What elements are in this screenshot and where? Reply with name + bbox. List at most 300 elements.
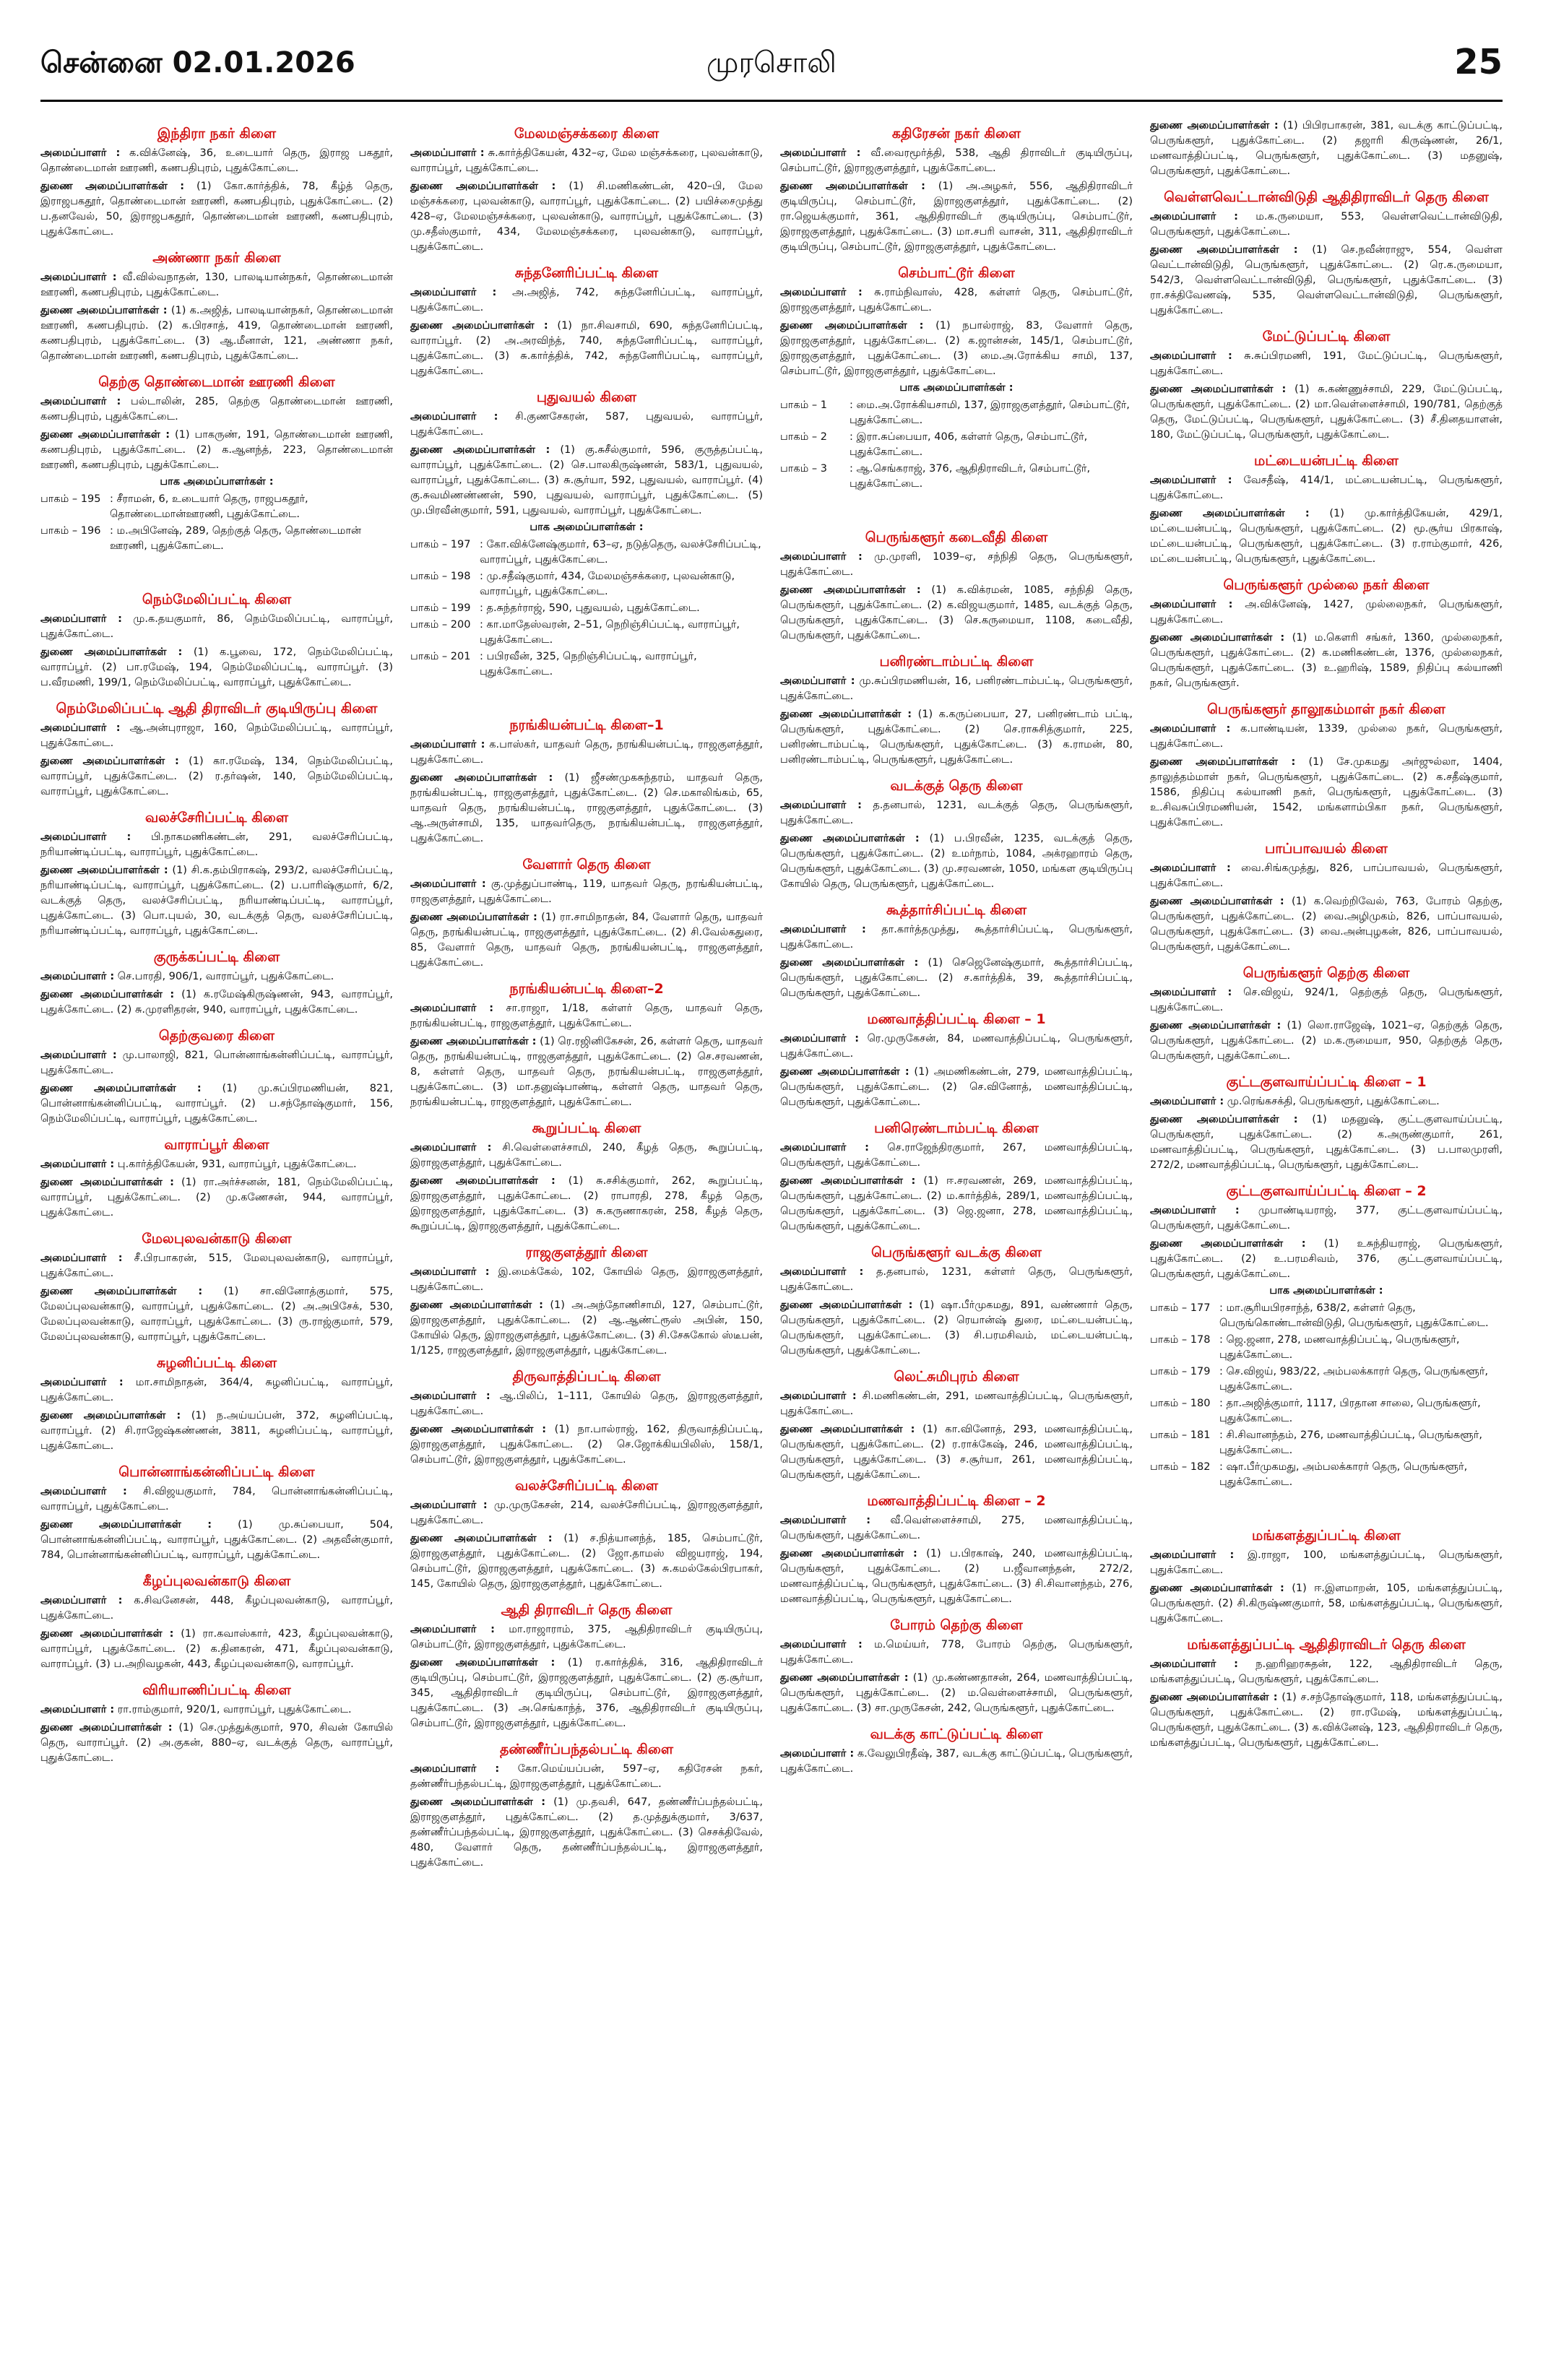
role-label: துணை அமைப்பாளர்கள் :	[410, 912, 537, 923]
member-details: (1) ம.கௌரி சங்கர், 1360, முல்லைநகர், பெருங்களூர், புதுக்கோட்டை. (2) க.மணிகண்டன், 1376, முல்லைநகர், பெருங்களூர், புதுக்கோட்டை. (3) உ.ஹரிஷ், 1589, நிதிப்பு கல்யாணி நகர், பெருங்களூர்.	[1150, 632, 1503, 689]
role-label: துணை அமைப்பாளர்கள் :	[780, 833, 920, 844]
spacer	[410, 681, 763, 707]
member-details: (1) கோ.கார்த்திக், 78, கீழ்த் தெரு, இராஜபகதூர், தொண்டைமான் ஊரணி, கணபதிபுரம், புதுக்கோட்டை. (2) ப.தனவேல், 50, இராஜபகதூர், தொண்டைமான் ஊரணி, கணபதிபுரம், புதுக்கோட்டை.	[40, 181, 393, 238]
part-number: பாகம் – 196	[40, 525, 101, 537]
role-label: அமைப்பாளர் :	[1150, 1205, 1240, 1216]
member-paragraph	[1150, 382, 1503, 443]
member-details: ம.க.ருமையா, 553, வெள்ளவெட்டான்விடுதி, பெருங்களூர், புதுக்கோட்டை.	[1150, 211, 1503, 238]
branch-heading: நெம்மேலிப்பட்டி கிளை	[142, 592, 292, 607]
role-label: அமைப்பாளர் :	[40, 722, 121, 734]
part-number: பாகம் – 201	[410, 651, 471, 662]
branch-heading: பெருங்களூர் முல்லை நகர் கிளை	[1223, 577, 1430, 593]
role-label: துணை அமைப்பாளர்கள் :	[410, 320, 548, 332]
role-label: அமைப்பாளர் :	[40, 1377, 124, 1388]
member-details: (1) மு.கண்ணதாசன், 264, மணவாத்திப்பட்டி, பெருங்களூர், புதுக்கோட்டை. (2) ம.வெள்ளைச்சாமி, பெருங்களூர், புதுக்கோட்டை. (3) சா.முருகேசன், 242, பெருங்களூர், புதுக்கோட்டை.	[780, 1672, 1133, 1714]
member-details: (1) க.அஜித், பாலடியான்நகர், தொண்டைமான் ஊரணி, கணபதிபுரம். (2) க.பிரசாத், 419, தொண்டைமான் ஊரணி, கணபதிபுரம், புதுக்கோட்டை. (3) ஆ.மீனாள், 121, அண்ணா நகர், தொண்டைமான் ஊரணி, கணபதிபுரம், புதுக்கோட்டை.	[40, 305, 393, 362]
part-organiser: : தா.அஜித்குமார், 1117, பிரதான சாலை, பெருங்களூர், புதுக்கோட்டை.	[1219, 1398, 1481, 1424]
role-label: துணை அமைப்பாளர்கள் :	[410, 1796, 546, 1808]
member-details: (1) செஜெனேஷ்குமார், கூத்தார்சிப்பட்டி, பெருங்களூர், புதுக்கோட்டை. (2) ச.கார்த்திக், 39, கூத்தார்சிப்பட்டி, பெருங்களூர், புதுக்கோட்டை.	[780, 957, 1133, 999]
member-details: (1) மு.தவசி, 647, தண்ணீர்ப்பந்தல்பட்டி, இராஜகுளத்தூர், புதுக்கோட்டை. (2) த.முத்துக்குமார், 3/637, தண்ணீர்ப்பந்தல்பட்டி, இராஜகுளத்தூர், புதுக்கோட்டை. (3) செசக்திவேல், 480, வேளார் தெரு, தண்ணீர்ப்பந்தல்பட்டி, இராஜகுளத்தூர், புதுக்கோட்டை.	[410, 1796, 763, 1869]
role-label: துணை அமைப்பாளர்கள் :	[40, 1177, 174, 1188]
member-details: த.தனபால், 1231, கள்ளர் தெரு, பெருங்களூர், புதுக்கோட்டை.	[780, 1266, 1133, 1293]
member-details: (1) ச.நித்யானந்த், 185, செம்பாட்டூர், இராஜகுளத்தூர், புதுக்கோட்டை. (2) ஜோ.தாமஸ் விஜயராஜ், 194, செம்பாட்டூர், இராஜகுளத்தூர், புதுக்கோட்டை. (3) சு.கமல்கேல்பிரபாகர், 145, கோயில் தெரு, இராஜகுளத்தூர், புதுக்கோட்டை.	[410, 1533, 763, 1590]
member-details: (1) செ.முத்துக்குமார், 970, சிவன் கோயில் தெரு, வாராப்பூர். (2) அ.குகன், 880–ஏ, வடக்குத் தெரு, வாராப்பூர், புதுக்கோட்டை.	[40, 1722, 393, 1764]
role-label: அமைப்பாளர் :	[780, 147, 861, 159]
member-details: அ.விக்னேஷ், 1427, முல்லைநகர், பெருங்களூர், புதுக்கோட்டை.	[1150, 599, 1503, 626]
member-details: மு.முரளி, 1039–ஏ, சந்நிதி தெரு, பெருங்களூர், புதுக்கோட்டை.	[780, 551, 1133, 578]
member-paragraph	[1150, 1690, 1503, 1751]
member-details: (1) க.கருப்பையா, 27, பனிரண்டாம் பட்டி, பெருங்களூர், புதுக்கோட்டை. (2) செ.ராசுசித்குமார், 225, பனிரண்டாம்பட்டி, பெருங்களூர், புதுக்கோட்டை. (3) க.ராமன், 80, பனிரண்டாம்பட்டி, பெருங்களூர், புதுக்கோட்டை.	[780, 709, 1133, 766]
member-paragraph	[780, 1747, 1133, 1777]
member-paragraph	[780, 1174, 1133, 1234]
branch-heading: பெருங்களூர் வடக்கு கிளை	[871, 1245, 1042, 1260]
part-row	[1150, 1364, 1503, 1395]
member-paragraph	[780, 583, 1133, 644]
member-paragraph	[1150, 985, 1503, 1016]
role-label: அமைப்பாளர் :	[40, 1704, 115, 1715]
member-paragraph	[780, 1065, 1133, 1110]
member-details: (1) ரெ.ரஜினிகேசன், 26, கள்ளர் தெரு, யாதவர் தெரு, நரங்கியன்பட்டி, ராஜகுளத்தூர், புதுக்கோட்டை. (2) செ.சரவணன், 8, கள்ளர் தெரு, யாதவர் தெரு, நரங்கியன்பட்டி, ராஜகுளத்தூர், புதுக்கோட்டை. (3) மா.தனுஷ்பாண்டி, கள்ளர் தெரு, யாதவர் தெரு, நரங்கியன்பட்டி, ராஜகுளத்தூர், புதுக்கோட்டை.	[410, 1036, 763, 1108]
member-paragraph	[780, 285, 1133, 316]
member-paragraph	[780, 550, 1133, 580]
member-details: (1) லொ.ராஜேஷ், 1021–ஏ, தெற்குத் தெரு, பெருங்களூர், புதுக்கோட்டை. (2) ம.க.ருமையா, 950, தெற்குத் தெரு, பெருங்களூர், புதுக்கோட்டை.	[1150, 1020, 1503, 1062]
column-1	[40, 116, 393, 2355]
member-paragraph	[40, 1284, 393, 1345]
role-label: அமைப்பாளர் :	[410, 287, 497, 298]
role-label: துணை அமைப்பாளர்கள் :	[40, 1410, 181, 1421]
branch-heading: மேட்டுப்பட்டி கிளை	[1262, 329, 1391, 345]
role-label: அமைப்பாளர் :	[780, 1266, 864, 1278]
member-details: (1) மு.கார்த்திகேயன், 429/1, மட்டையன்பட்டி, பெருங்களூர், புதுக்கோட்டை. (2) மூ.சூர்ய பிரகாஷ், மட்டையன்பட்டி, பெருங்களூர், புதுக்கோட்டை. (3) ர.ராம்குமார், 426, மட்டையன்பட்டி, பெருங்களூர், புதுக்கோட்டை.	[1150, 508, 1503, 565]
branch-heading: பெருங்களூர் தெற்கு கிளை	[1242, 965, 1410, 981]
member-paragraph	[780, 146, 1133, 176]
role-label: துணை அமைப்பாளர்கள் :	[410, 1036, 537, 1047]
member-paragraph	[780, 1637, 1133, 1668]
member-details: (1) ஜீசண்முகசுந்தரம், யாதவர் தெரு, நரங்கியன்பட்டி, ராஜகுளத்தூர், புதுக்கோட்டை. (2) செ.மகாலிங்கம், 65, யாதவர் தெரு, நரங்கியன்பட்டி, ராஜகுளத்தூர், புதுக்கோட்டை. (3) ஆ.அருள்சாமி, 135, யாதவர்தெரு, நரங்கியன்பட்டி, ராஜகுளத்தூர், புதுக்கோட்டை.	[410, 772, 763, 844]
branch-heading: வலச்சேரிப்பட்டி கிளை	[515, 1478, 658, 1494]
member-details: சீ.பிரபாகரன், 515, மேலபுலவன்காடு, வாராப்பூர், புதுக்கோட்டை.	[40, 1252, 393, 1279]
part-number: பாகம் – 3	[780, 463, 828, 475]
member-details: ரா.ராம்குமார், 920/1, வாராப்பூர், புதுக்கோட்டை.	[117, 1704, 352, 1715]
part-organiser: : மை.அ.ரோக்கியசாமி, 137, இராஜகுளத்தூர், செம்பாட்டூர், புதுக்கோட்டை.	[850, 399, 1130, 426]
member-paragraph	[410, 1174, 763, 1234]
member-paragraph	[780, 1671, 1133, 1716]
role-label: அமைப்பாளர் :	[40, 1159, 115, 1170]
member-details: ந.ஹரிஹரசுதன், 122, ஆதிதிராவிடர் தெரு, மங்களத்துப்பட்டி, பெருங்களூர், புதுக்கோட்டை.	[1150, 1658, 1503, 1685]
part-number: பாகம் – 179	[1150, 1366, 1211, 1377]
branch-heading: திருவாத்திப்பட்டி கிளை	[512, 1369, 661, 1385]
branch-heading: மேலமஞ்சக்கரை கிளை	[514, 126, 660, 142]
member-paragraph	[780, 674, 1133, 704]
part-organiser: : ஆ.செங்கராஜ், 376, ஆதிதிராவிடர், செம்பாட்டூர், புதுக்கோட்டை.	[850, 463, 1091, 490]
member-details: (1) ந.அய்யப்பன், 372, சுழனிப்பட்டி, வாராப்பூர். (2) சி.ராஜேஷ்கண்ணன், 3811, சுழனிப்பட்டி, வாராப்பூர், புதுக்கோட்டை.	[40, 1410, 393, 1452]
member-paragraph	[1150, 243, 1503, 319]
role-label: அமைப்பாளர் :	[780, 675, 855, 687]
role-label: அமைப்பாளர் :	[40, 1050, 117, 1061]
role-label: அமைப்பாளர் :	[40, 831, 131, 843]
role-label: அமைப்பாளர் :	[410, 1142, 492, 1154]
branch-heading: விரியாணிப்பட்டி கிளை	[142, 1682, 291, 1698]
role-label: துணை அமைப்பாளர்கள் :	[40, 305, 168, 316]
role-label: அமைப்பாளர் :	[410, 1624, 495, 1635]
member-details: சி.வெள்ளைச்சாமி, 240, கீழத் தெரு, கூறுப்பட்டி, இராஜகுளத்தூர், புதுக்கோட்டை.	[410, 1142, 763, 1169]
part-number: பாகம் – 180	[1150, 1398, 1211, 1409]
branch-heading: கூத்தார்சிப்பட்டி கிளை	[886, 902, 1027, 918]
role-label: அமைப்பாளர் :	[780, 1390, 857, 1402]
member-paragraph	[410, 1795, 763, 1871]
member-paragraph	[40, 1627, 393, 1672]
member-paragraph	[40, 1157, 393, 1172]
member-details: சி.விஜயகுமார், 784, பொன்னாங்கன்னிப்பட்டி, வாராப்பூர், புதுக்கோட்டை.	[40, 1486, 393, 1513]
member-details: சா.ராஜா, 1/18, கள்ளர் தெரு, யாதவர் தெரு, நரங்கியன்பட்டி, ராஜகுளத்தூர், புதுக்கோட்டை.	[410, 1003, 763, 1029]
member-details: மா.ராஜாராம், 375, ஆதிதிராவிடர் குடியிருப்பு, செம்பாட்டூர், இராஜகுளத்தூர், புதுக்கோட்டை.	[410, 1624, 763, 1650]
member-paragraph	[1150, 861, 1503, 891]
part-row	[410, 618, 763, 648]
branch-heading: பனிரண்டாம்பட்டி கிளை	[879, 654, 1034, 670]
member-details: சு.ராம்நிவாஸ், 428, கள்ளர் தெரு, செம்பாட்டூர், இராஜகுளத்தூர், புதுக்கோட்டை.	[780, 287, 1133, 313]
role-label: அமைப்பாளர் :	[40, 971, 115, 982]
part-number: பாகம் – 197	[410, 539, 471, 550]
role-label: துணை அமைப்பாளர்கள் :	[780, 1548, 917, 1559]
member-details: ரெ.முருகேசன், 84, மணவாத்திப்பட்டி, பெருங்களூர், புதுக்கோட்டை.	[780, 1033, 1133, 1060]
role-label: அமைப்பாளர் :	[780, 287, 863, 298]
member-details: க.வேலுபிரதீஷ், 387, வடக்கு காட்டுப்பட்டி, பெருங்களூர், புதுக்கோட்டை.	[780, 1748, 1133, 1775]
branch-heading: வடக்கு காட்டுப்பட்டி கிளை	[870, 1726, 1043, 1742]
member-paragraph	[1150, 1657, 1503, 1687]
branch-heading: நெம்மேலிப்பட்டி ஆதி திராவிடர் குடியிருப்பு கிளை	[56, 701, 378, 717]
member-details: (1) கா.வினோத், 293, மணவாத்திப்பட்டி, பெருங்களூர், புதுக்கோட்டை. (2) ர.ராக்கேஷ், 246, மணவாத்திப்பட்டி, பெருங்களூர், புதுக்கோட்டை. (3) ச.சூர்யா, 261, மணவாத்திப்பட்டி, பெருங்களூர், புதுக்கோட்டை.	[780, 1424, 1133, 1481]
role-label: அமைப்பாளர் :	[1150, 862, 1231, 874]
member-paragraph	[1150, 1581, 1503, 1627]
role-label: துணை அமைப்பாளர்கள் :	[40, 1628, 174, 1640]
role-label: அமைப்பாளர் :	[40, 1595, 123, 1606]
role-label: துணை அமைப்பாளர்கள் :	[410, 444, 550, 456]
role-label: துணை அமைப்பாளர்கள் :	[1150, 1692, 1278, 1703]
member-details: செ.பாரதி, 906/1, வாராப்பூர், புதுக்கோட்டை.	[117, 971, 334, 982]
member-details: மு.முருகேசன், 214, வலச்சேரிப்பட்டி, இராஜகுளத்தூர், புதுக்கோட்டை.	[410, 1500, 763, 1526]
member-details: (1) ரா.அர்ச்சனன், 181, நெம்மேலிப்பட்டி, வாராப்பூர், புதுக்கோட்டை. (2) மு.கணேசன், 944, வாராப்பூர், புதுக்கோட்டை.	[40, 1177, 393, 1219]
member-paragraph	[40, 1721, 393, 1766]
role-label: அமைப்பாளர் :	[1150, 723, 1231, 735]
role-label: அமைப்பாளர் :	[1150, 211, 1238, 222]
member-paragraph	[780, 1546, 1133, 1607]
member-details: அ.அஜித், 742, சுந்தனேரிப்பட்டி, வாராப்பூர், புதுக்கோட்டை.	[410, 287, 763, 313]
member-details: (1) செ.நவீன்ராஜு, 554, வெள்ள வெட்டான்விடுதி, பெருங்களூர், புதுக்கோட்டை. (2) ரெ.க.ருமையா, 542/3, வெள்ளவெட்டான்விடுதி, பெருங்களூர், புதுக்கோட்டை. (3) ரா.சக்திவேணஷ், 535, வெள்ளவெட்டான்விடுதி, பெருங்களூர், புதுக்கோட்டை.	[1150, 244, 1503, 316]
member-details: சி.மணிகண்டன், 291, மணவாத்திப்பட்டி, பெருங்களூர், புதுக்கோட்டை.	[780, 1390, 1133, 1417]
role-label: அமைப்பாளர் :	[410, 411, 498, 423]
member-paragraph	[40, 1375, 393, 1406]
role-label: அமைப்பாளர் :	[780, 1639, 863, 1650]
member-paragraph	[1150, 1094, 1503, 1109]
role-label: துணை அமைப்பாளர்கள் :	[780, 1175, 916, 1187]
member-details: (1) ரா.கவாஸ்கார், 423, கீழப்புலவன்காடு, வாராப்பூர், புதுக்கோட்டை. (2) க.தினகரன், 471, கீழப்புலவன்காடு, வாராப்பூர். (3) ப.அறிவழகன், 443, கீழப்புலவன்காடு, வாராப்பூர்.	[40, 1628, 393, 1670]
member-details: மு.ரெங்கசக்தி, பெருங்களூர், புதுக்கோட்டை.	[1227, 1096, 1440, 1107]
member-paragraph	[410, 1656, 763, 1731]
page-number: 25	[1454, 42, 1503, 82]
role-label: அமைப்பாளர் :	[40, 1486, 127, 1497]
member-details: (1) ஈ.இளமாறன், 105, மங்களத்துப்பட்டி, பெருங்களூர். (2) சி.கிருஷ்ணகுமார், 58, மங்களத்துப்பட்டி, பெருங்களூர், புதுக்கோட்டை.	[1150, 1583, 1503, 1624]
role-label: துணை அமைப்பாளர்கள் :	[1150, 508, 1310, 519]
member-paragraph	[410, 1531, 763, 1592]
member-paragraph	[410, 285, 763, 316]
member-paragraph	[780, 1389, 1133, 1419]
member-paragraph	[40, 987, 393, 1018]
member-details: மு.பாலாஜி, 821, பொன்னாங்கன்னிப்பட்டி, வாராப்பூர், புதுக்கோட்டை.	[40, 1050, 393, 1076]
part-row	[410, 537, 763, 568]
member-details: க.விக்னேஷ், 36, உடையார் தெரு, இராஜ பகதூர், தொண்டைமான் ஊரணி, கணபதிபுரம், புதுக்கோட்டை.	[40, 147, 393, 174]
role-label: அமைப்பாளர் :	[40, 147, 121, 159]
member-paragraph	[410, 443, 763, 519]
branch-heading: நரங்கியன்பட்டி கிளை–1	[509, 717, 664, 733]
member-details: வீ.வில்வநாதன், 130, பாலடியான்நகர், தொண்டைமான் ஊரணி, கணபதிபுரம், புதுக்கோட்டை.	[40, 272, 393, 298]
member-paragraph	[1150, 473, 1503, 503]
member-details: சு.கார்த்திகேயன், 432–ஏ, மேல மஞ்சக்கரை, புலவன்காடு, வாராப்பூர், புதுக்கோட்டை.	[410, 147, 763, 174]
part-number: பாகம் – 178	[1150, 1334, 1211, 1346]
member-paragraph	[410, 737, 763, 768]
member-details: தா.கார்த்தமுத்து, கூத்தார்சிப்பட்டி, பெருங்களூர், புதுக்கோட்டை.	[780, 924, 1133, 951]
part-organisers-heading: பாக அமைப்பாளர்கள் :	[1269, 1285, 1383, 1297]
part-number: பாகம் – 182	[1150, 1461, 1211, 1473]
part-organiser: : மா.சூரியபிரசாந்த், 638/2, கள்ளர் தெரு, பெருங்கொண்டான்விடுதி, பெருங்களூர், புதுக்கோட்டை.	[1219, 1302, 1489, 1329]
member-details: பு.கார்த்திகேயன், 931, வாராப்பூர், புதுக்கோட்டை.	[117, 1159, 357, 1170]
member-details: (1) ப.பிரவீன், 1235, வடக்குத் தெரு, பெருங்களூர், புதுக்கோட்டை. (2) உமர்நாம், 1084, அக்ரஹாரம் தெரு, பெருங்களூர், புதுக்கோட்டை. (3) மு.சரவணன், 1050, மங்கள குடியிருப்பு கோயில் தெரு, பெருங்களூர், புதுக்கோட்டை.	[780, 833, 1133, 890]
part-organiser: : கோ.விக்னேஷ்குமார், 63–ஏ, நடுத்தெரு, வலச்சேரிப்பட்டி, வாராப்பூர், புதுக்கோட்டை.	[480, 539, 761, 566]
member-details: முபாண்டியராஜ், 377, குட்டகுளவாய்ப்பட்டி, பெருங்களூர், புதுக்கோட்டை.	[1150, 1205, 1503, 1232]
member-paragraph	[1150, 1548, 1503, 1578]
member-paragraph	[1150, 209, 1503, 240]
part-organiser: : கா.மாதேஸ்வரன், 2–51, நெறிஞ்சிப்பட்டி, வாராப்பூர், புதுக்கோட்டை.	[480, 619, 740, 646]
part-organisers-heading: பாக அமைப்பாளர்கள் :	[160, 476, 274, 488]
member-paragraph	[410, 1389, 763, 1419]
role-label: துணை அமைப்பாளர்கள் :	[1150, 632, 1285, 644]
member-details: (1) சா.வினோத்குமார், 575, மேலப்புலவன்காடு, வாராப்பூர், புதுக்கோட்டை. (2) அ.அபிசேக், 530, மேலப்புலவன்காடு, வாராப்பூர், புதுக்கோட்டை. (3) ரு.ராஜ்குமார், 579, மேலப்புலவன்காடு, வாராப்பூர், புதுக்கோட்டை.	[40, 1286, 393, 1343]
branch-heading: குருக்கப்பட்டி கிளை	[153, 949, 280, 965]
role-label: துணை அமைப்பாளர்கள் :	[40, 1286, 203, 1297]
member-details: (1) ஈ.சரவணன், 269, மணவாத்திப்பட்டி, பெருங்களூர், புதுக்கோட்டை. (2) ம.கார்த்திக், 289/1, மணவாத்திப்பட்டி, பெருங்களூர், புதுக்கோட்டை. (3) ஜெ.ஜனா, 278, மணவாத்திப்பட்டி, பெருங்களூர், புதுக்கோட்டை.	[780, 1175, 1133, 1232]
role-label: துணை அமைப்பாளர்கள் :	[1150, 1238, 1306, 1250]
part-organiser: : பபிரவீன், 325, நெறிஞ்சிப்பட்டி, வாராப்பூர், புதுக்கோட்டை.	[480, 651, 697, 678]
part-row	[1150, 1428, 1503, 1458]
member-details: (1) ர.கார்த்திக், 316, ஆதிதிராவிடர் குடியிருப்பு, செம்பாட்டூர், இராஜகுளத்தூர், புதுக்கோட்டை. (2) கு.சூர்யா, 345, ஆதிதிராவிடர் குடியிருப்பு, செம்பாட்டூர், இராஜகுளத்தூர், புதுக்கோட்டை. (3) அ.செங்காந்த், 376, ஆதிதிராவிடர் குடியிருப்பு, செம்பாட்டூர், இராஜகுளத்தூர், புதுக்கோட்டை.	[410, 1657, 763, 1729]
member-paragraph	[40, 1593, 393, 1624]
part-number: பாகம் – 177	[1150, 1302, 1211, 1314]
branch-heading: கீழப்புலவன்காடு கிளை	[142, 1573, 291, 1589]
role-label: துணை அமைப்பாளர்கள் :	[780, 709, 912, 720]
member-details: சி.குணசேகரன், 587, புதுவயல், வாராப்பூர், புதுக்கோட்டை.	[410, 411, 763, 438]
member-details: ம.மெய்யர், 778, போரம் தெற்கு, பெருங்களூர், புதுக்கோட்டை.	[780, 1639, 1133, 1666]
branch-heading: லெட்சுமிபுரம் கிளை	[894, 1369, 1019, 1385]
role-label: அமைப்பாளர் :	[1150, 1658, 1238, 1670]
part-row	[780, 430, 1133, 460]
member-details: இ.மைக்கேல், 102, கோயில் தெரு, இராஜகுளத்தூர், புதுக்கோட்டை.	[410, 1266, 763, 1293]
part-organiser: : ஷா.பீர்முகமது, அம்பலக்காரர் தெரு, பெருங்களூர், புதுக்கோட்டை.	[1219, 1461, 1468, 1488]
branch-heading: இந்திரா நகர் கிளை	[157, 126, 277, 142]
role-label: துணை அமைப்பாளர்கள் :	[1150, 756, 1296, 768]
member-details: (1) ச.சந்தோஷ்குமார், 118, மங்களத்துப்பட்டி, பெருங்களூர், புதுக்கோட்டை. (2) ரா.ரமேஷ், மங்களத்துப்பட்டி, பெருங்களூர், புதுக்கோட்டை. (3) க.விக்னேஷ், 123, ஆதிதிராவிடர் தெரு, மங்களத்துப்பட்டி, பெருங்களூர், புதுக்கோட்டை.	[1150, 1692, 1503, 1749]
member-paragraph	[780, 1265, 1133, 1295]
part-number: பாகம் – 198	[410, 571, 471, 582]
member-details: ஆ.பிலிப், 1–111, கோயில் தெரு, இராஜகுளத்தூர், புதுக்கோட்டை.	[410, 1390, 763, 1417]
member-paragraph	[410, 1034, 763, 1110]
member-details: (1) ரா.சாமிநாதன், 84, வேளார் தெரு, யாதவர் தெரு, நரங்கியன்பட்டி, ராஜகுளத்தூர், புதுக்கோட்டை. (2) சி.வேல்கதுரை, 85, வேளார் தெரு, யாதவர் தெரு, நரங்கியன்பட்டி, ராஜகுளத்தூர், புதுக்கோட்டை.	[410, 912, 763, 969]
part-organiser: : சி.சிவானந்தம், 276, மணவாத்திப்பட்டி, பெருங்களூர், புதுக்கோட்டை.	[1219, 1429, 1482, 1456]
member-details: (1) ப.பிரகாஷ், 240, மணவாத்திப்பட்டி, பெருங்களூர், புதுக்கோட்டை. (2) ப.ஜீவானந்தன், 272/2, மணவாத்திப்பட்டி, பெருங்களூர், புதுக்கோட்டை. (3) சி.சிவானந்தம், 276, மணவாத்திப்பட்டி, பெருங்களூர், புதுக்கோட்டை.	[780, 1548, 1133, 1605]
role-label: துணை அமைப்பாளர்கள் :	[1150, 1583, 1284, 1594]
column-4	[1150, 116, 1503, 2355]
branch-heading: சுழனிப்பட்டி கிளை	[156, 1355, 277, 1371]
member-paragraph	[780, 922, 1133, 953]
member-paragraph	[40, 721, 393, 751]
column-3	[780, 116, 1133, 2355]
member-paragraph	[410, 1001, 763, 1031]
spacer	[780, 493, 1133, 519]
branch-heading: அண்ணா நகர் கிளை	[152, 250, 281, 266]
member-paragraph	[40, 1175, 393, 1221]
role-label: துணை அமைப்பாளர்கள் :	[410, 1533, 553, 1544]
role-label: அமைப்பாளர் :	[410, 739, 485, 750]
branch-heading: சுந்தனேரிப்பட்டி கிளை	[514, 265, 659, 281]
branch-heading: மங்களத்துப்பட்டி கிளை	[1252, 1528, 1401, 1544]
column-2	[410, 116, 763, 2355]
part-row	[40, 492, 393, 522]
member-paragraph	[410, 1141, 763, 1171]
member-paragraph	[40, 1081, 393, 1127]
member-paragraph	[410, 1265, 763, 1295]
member-details: வீ.வெள்ளைச்சாமி, 275, மணவாத்திப்பட்டி, பெருங்களூர், புதுக்கோட்டை.	[780, 1515, 1133, 1541]
member-paragraph	[40, 303, 393, 364]
part-organiser: : ம.அபினேஷ், 289, தெற்குத் தெரு, தொண்டைமான் ஊரணி, புதுக்கோட்டை.	[110, 525, 361, 552]
spacer	[1150, 1492, 1503, 1518]
part-organiser: : செ.விஜய், 983/22, அம்பலக்காரர் தெரு, பெருங்களூர், புதுக்கோட்டை.	[1219, 1366, 1489, 1393]
part-row	[780, 398, 1133, 428]
member-details: கு.முத்துப்பாண்டி, 119, யாதவர் தெரு, நரங்கியன்பட்டி, ராஜகுளத்தூர், புதுக்கோட்டை.	[410, 878, 763, 905]
role-label: அமைப்பாளர் :	[40, 396, 121, 407]
branch-heading: மேலபுலவன்காடு கிளை	[142, 1231, 292, 1247]
role-label: அமைப்பாளர் :	[780, 551, 863, 563]
role-label: துணை அமைப்பாளர்கள் :	[1150, 1114, 1298, 1125]
branch-heading: நரங்கியன்பட்டி கிளை–2	[509, 981, 664, 997]
branch-heading: தெற்குவரை கிளை	[158, 1028, 275, 1044]
member-details: செ.ராஜேந்திரகுமார், 267, மணவாத்திப்பட்டி, பெருங்களூர், புதுக்கோட்டை.	[780, 1142, 1133, 1169]
member-details: த.தனபால், 1231, வடக்குத் தெரு, பெருங்களூர், புதுக்கோட்டை.	[780, 800, 1133, 826]
masthead	[40, 42, 1503, 102]
branch-heading: வேளார் தெரு கிளை	[522, 857, 651, 873]
member-paragraph	[780, 179, 1133, 255]
member-paragraph	[40, 754, 393, 800]
role-label: துணை அமைப்பாளர்கள் :	[40, 646, 183, 658]
branch-heading: வெள்ளவெட்டான்விடுதி ஆதிதிராவிடர் தெரு கிளை	[1164, 189, 1489, 205]
member-paragraph	[410, 146, 763, 176]
role-label: துணை அமைப்பாளர்கள் :	[40, 1722, 173, 1734]
role-label: அமைப்பாளர் :	[40, 1252, 123, 1264]
article-columns	[40, 116, 1503, 2355]
role-label: துணை அமைப்பாளர்கள் :	[1150, 384, 1287, 395]
role-label: துணை அமைப்பாளர்கள் :	[40, 1083, 202, 1094]
member-details: (1) சி.மணிகண்டன், 420–பி, மேல மஞ்சக்கரை, புலவன்காடு, வாராப்பூர், புதுக்கோட்டை. (2) பயிச்சைமுத்து 428–ஏ, மேலமஞ்சக்கரை, புலவன்காடு, வாராப்பூர், புதுக்கோட்டை. (3) மு.சதீஸ்குமார், 434, மேலமஞ்சக்கரை, புலவன்காடு, வாராப்பூர், புதுக்கோட்டை.	[410, 181, 763, 253]
member-details: (1) சு.சசிக்குமார், 262, கூறுப்பட்டி, இராஜகுளத்தூர், புதுக்கோட்டை. (2) ராபாரதி, 278, கீழத் தெரு, இராஜகுளத்தூர், புதுக்கோட்டை. (3) சு.கருணாகரன், 258, கீழத் தெரு, கூறுப்பட்டி, இராஜகுளத்தூர், புதுக்கோட்டை.	[410, 1175, 763, 1232]
part-organiser: : ஜெ.ஜனா, 278, மணவாத்திப்பட்டி, பெருங்களூர், புதுக்கோட்டை.	[1219, 1334, 1460, 1361]
role-label: துணை அமைப்பாளர்கள் :	[780, 584, 921, 596]
member-details: (1) அ.அந்தோணிசாமி, 127, செம்பாட்டூர், இராஜகுளத்தூர், புதுக்கோட்டை. (2) ஆ.ஆண்ட்ரூஸ் அபின், 150, கோயில் தெரு, இராஜகுளத்தூர், புதுக்கோட்டை. (3) சி.சேசுகோல் ஸ்டீபன், 1/125, ராஜகுளத்தூர், இராஜகுளத்தூர், புதுக்கோட்டை.	[410, 1299, 763, 1356]
role-label: அமைப்பாளர் :	[1150, 475, 1232, 486]
part-number: பாகம் – 195	[40, 493, 101, 505]
member-details: வீ.வைரமூர்த்தி, 538, ஆதி திராவிடர் குடியிருப்பு, செம்பாட்டூர், இராஜகுளத்தூர், புதுக்கோட்டை.	[780, 147, 1133, 174]
branch-heading: தண்ணீர்ப்பந்தல்பட்டி கிளை	[499, 1741, 674, 1757]
part-row	[780, 462, 1133, 492]
role-label: துணை அமைப்பாளர்கள் :	[410, 1657, 556, 1669]
member-paragraph	[40, 863, 393, 939]
role-label: துணை அமைப்பாளர்கள் :	[410, 772, 553, 784]
role-label: துணை அமைப்பாளர்கள் :	[780, 1299, 913, 1311]
member-paragraph	[410, 1762, 763, 1792]
role-label: துணை அமைப்பாளர்கள் :	[780, 957, 919, 969]
member-details: (1) மு.சுப்பையா, 504, பொன்னாங்கன்னிப்பட்டி, வாராப்பூர், புதுக்கோட்டை. (2) அதவீன்குமார், 784, பொன்னாங்கன்னிப்பட்டி, வாராப்பூர், புதுக்கோட்டை.	[40, 1519, 393, 1561]
member-paragraph	[40, 428, 393, 473]
role-label: அமைப்பாளர் :	[780, 800, 862, 811]
branch-heading: வலச்சேரிப்பட்டி கிளை	[145, 810, 288, 826]
member-details: இ.ராஜா, 100, மங்களத்துப்பட்டி, பெருங்களூர், புதுக்கோட்டை.	[1150, 1549, 1503, 1576]
member-details: (1) க.விக்ரமன், 1085, சந்நிதி தெரு, பெருங்களூர், புதுக்கோட்டை. (2) க.விஜயகுமார், 1485, வடக்குத் தெரு, பெருங்களூர், புதுக்கோட்டை. (3) செ.கருமையா, 1108, கடைவீதி, பெருங்களூர், புதுக்கோட்டை.	[780, 584, 1133, 641]
part-organisers-heading: பாக அமைப்பாளர்கள் :	[899, 382, 1013, 394]
member-paragraph	[410, 179, 763, 255]
part-organiser: : த.சுந்தர்ராஜ், 590, புதுவயல், புதுக்கோட்டை.	[480, 602, 700, 614]
member-paragraph	[780, 1031, 1133, 1062]
member-details: (1) அ.அழகர், 556, ஆதிதிராவிடர் குடியிருப்பு, செம்பாட்டூர், இராஜகுளத்தூர், புதுக்கோட்டை. (2) ரா.ஜெயக்குமார், 361, ஆதிதிராவிடர் குடியிருப்பு, செம்பாட்டூர், இராஜகுளத்தூர், புதுக்கோட்டை. (3) மா.சபரி வாசன், 311, ஆதிதிராவிடர் குடியிருப்பு, செம்பாட்டூர், இராஜகுளத்தூர், புதுக்கோட்டை.	[780, 181, 1133, 253]
member-paragraph	[780, 1422, 1133, 1483]
part-row	[410, 649, 763, 680]
role-label: அமைப்பாளர் :	[780, 1515, 871, 1526]
branch-heading: மணவாத்திப்பட்டி கிளை – 1	[867, 1011, 1046, 1027]
member-paragraph	[40, 1484, 393, 1515]
branch-heading: கூறுப்பட்டி கிளை	[532, 1120, 641, 1136]
member-paragraph	[1150, 894, 1503, 955]
member-details: (1) நபால்ராஜ், 83, வேளார் தெரு, இராஜகுளத்தூர், புதுக்கோட்டை. (2) க.ஜான்சன், 145/1, செம்பாட்டூர், இராஜகுளத்தூர், புதுக்கோட்டை. (3) மை.அ.ரோக்கிய சாமி, 137, செம்பாட்டூர், இராஜகுளத்தூர், புதுக்கோட்டை.	[780, 320, 1133, 377]
member-details: க.பாண்டியன், 1339, முல்லை நகர், பெருங்களூர், புதுக்கோட்டை.	[1150, 723, 1503, 750]
member-paragraph	[1150, 506, 1503, 567]
member-details: (1) ஷா.பீர்முகமது, 891, வண்ணார் தெரு, பெருங்களூர், புதுக்கோட்டை. (2) ரெயான்ஷ் துரை, மட்டையன்பட்டி, பெருங்களூர், புதுக்கோட்டை. (3) சி.பரமசிவம், மட்டையன்பட்டி, பெருங்களூர், புதுக்கோட்டை.	[780, 1299, 1133, 1356]
role-label: துணை அமைப்பாளர்கள் :	[1150, 896, 1284, 907]
role-label: துணை அமைப்பாளர்கள் :	[780, 1424, 915, 1435]
member-paragraph	[780, 1141, 1133, 1171]
branch-heading: மங்களத்துப்பட்டி ஆதிதிராவிடர் தெரு கிளை	[1187, 1637, 1466, 1653]
member-paragraph	[410, 1622, 763, 1653]
part-organiser: : மு.சதீஷ்குமார், 434, மேலமஞ்சக்கரை, புலவன்காடு, வாராப்பூர், புதுக்கோட்டை.	[480, 571, 735, 597]
member-details: (1) பிபிரபாகரன், 381, வடக்கு காட்டுப்பட்டி, பெருங்களூர், புதுக்கோட்டை. (2) தஜாரி கிருஷ்ணன், 26/1, மணவாத்திப்பட்டி, பெருங்களூர், புதுக்கோட்டை. (3) மதனுஷ், பெருங்களூர், புதுக்கோட்டை.	[1150, 120, 1503, 177]
role-label: அமைப்பாளர் :	[780, 1142, 869, 1154]
member-paragraph	[40, 270, 393, 300]
member-details: மா.சாமிநாதன், 364/4, சுழனிப்பட்டி, வாராப்பூர், புதுக்கோட்டை.	[40, 1377, 393, 1403]
role-label: அமைப்பாளர் :	[410, 1763, 500, 1775]
member-paragraph	[780, 319, 1133, 379]
member-paragraph	[1150, 1237, 1503, 1282]
role-label: அமைப்பாளர் :	[1150, 987, 1232, 998]
member-details: (1) நா.சிவசாமி, 690, சுந்தனேரிப்பட்டி, வாராப்பூர். (2) அ.அரவிந்த், 740, சுந்தனேரிப்பட்டி, வாராப்பூர், புதுக்கோட்டை. (3) சு.கார்த்திக், 742, சுந்தனேரிப்பட்டி, வாராப்பூர், புதுக்கோட்டை.	[410, 320, 763, 377]
branch-heading: பெருங்களூர் கடைவீதி கிளை	[865, 529, 1048, 545]
member-details: (1) உசுந்தியராஜ், பெருங்களூர், புதுக்கோட்டை. (2) உ.பரமசிவம், 376, குட்டகுளவாய்ப்பட்டி, பெருங்களூர், புதுக்கோட்டை.	[1150, 1238, 1503, 1280]
member-paragraph	[40, 645, 393, 691]
role-label: அமைப்பாளர் :	[410, 1390, 490, 1402]
member-paragraph	[40, 969, 393, 985]
member-paragraph	[40, 394, 393, 425]
spacer	[40, 555, 393, 581]
role-label: துணை அமைப்பாளர்கள் :	[40, 181, 185, 192]
role-label: துணை அமைப்பாளர்கள் :	[410, 181, 556, 192]
member-paragraph	[40, 1251, 393, 1281]
part-row	[1150, 1333, 1503, 1363]
role-label: அமைப்பாளர் :	[780, 1748, 855, 1760]
member-paragraph	[410, 877, 763, 907]
member-details: வை.சிங்கமுத்து, 826, பாப்பாவயல், பெருங்களூர், புதுக்கோட்டை.	[1150, 862, 1503, 889]
